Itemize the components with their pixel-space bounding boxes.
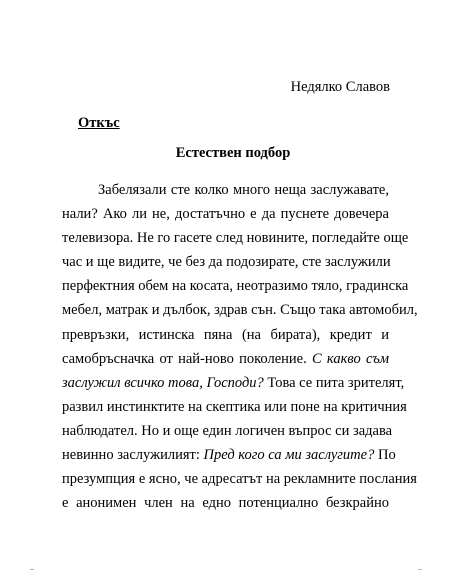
text-line <box>62 347 389 371</box>
text-run: превръзки, истинска пяна (на бирата), кредит и <box>62 326 389 343</box>
text-run: презумпция е ясно, че адресатът на рекламните послания <box>62 471 417 488</box>
text-run: Забелязали сте колко много неща заслужавате, <box>98 182 389 198</box>
text-line <box>62 250 389 274</box>
text-run: Това се пита зрителят, <box>263 374 405 391</box>
text-run: наблюдател. Но и още един логичен въпрос си задава <box>62 422 393 439</box>
excerpt-label: Откъс <box>78 115 120 131</box>
text-line <box>62 491 389 515</box>
text-run: невинно заслужилият: <box>62 447 204 464</box>
text-line <box>62 323 389 347</box>
text-line <box>62 371 405 395</box>
italic-text: Пред кого са ми заслугите? <box>203 447 375 464</box>
text-run: перфектния обем на косата, неотразимо тяло, градинска <box>62 278 409 295</box>
italic-text: заслужил всичко това, Господи? <box>62 374 264 391</box>
document-title: Естествен подбор <box>175 145 291 161</box>
text-run: самобръсначка от най-ново поколение. <box>62 350 312 367</box>
text-line <box>62 395 407 419</box>
text-line <box>62 178 389 202</box>
italic-text: С какво съм <box>312 350 389 367</box>
author-name: Недялко Славов <box>290 79 390 95</box>
text-line <box>62 274 409 298</box>
text-run: развил инстинктите на скептика или поне на критичния <box>62 398 407 415</box>
text-run: час и ще видите, че без да подозирате, сте заслужили <box>62 254 391 271</box>
text-run: мебел, матрак и дълбок, здрав сън. Също така автомобил, <box>62 302 418 319</box>
text-run: По <box>374 447 396 464</box>
body-paragraph <box>62 178 418 515</box>
page-corner-mark <box>30 569 34 570</box>
text-line <box>62 226 409 250</box>
text-line <box>62 467 417 491</box>
text-run: нали? Ако ли не, достатъчно е да пуснете довечера <box>62 206 389 223</box>
text-line <box>62 443 396 467</box>
page-corner-mark <box>418 569 422 570</box>
text-line <box>62 419 393 443</box>
text-run: е анонимен член на едно потенциално безкрайно <box>62 495 389 512</box>
text-run: телевизора. Не го гасете след новините, погледайте още <box>62 230 409 247</box>
text-line <box>62 202 389 226</box>
text-line <box>62 298 418 322</box>
